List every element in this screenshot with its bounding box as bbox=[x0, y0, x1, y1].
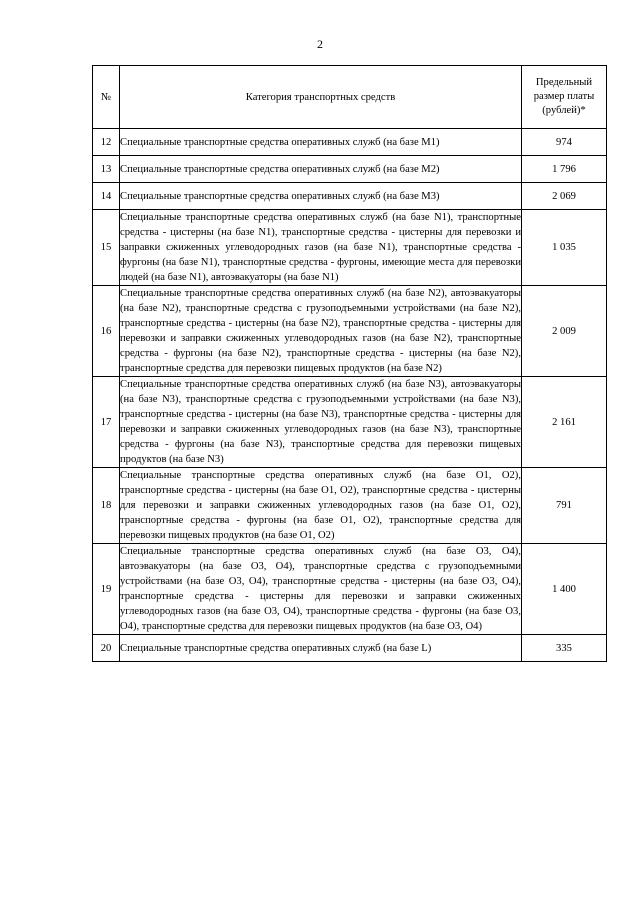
table-row bbox=[93, 377, 607, 468]
table-row bbox=[93, 468, 607, 544]
row-category: Специальные транспортные средства оперативных служб (на базе M1) bbox=[120, 129, 522, 156]
row-fee: 2 161 bbox=[522, 377, 607, 468]
row-fee: 1 796 bbox=[522, 156, 607, 183]
header-number: № bbox=[93, 66, 120, 129]
row-number: 13 bbox=[93, 156, 120, 183]
row-number: 18 bbox=[93, 468, 120, 544]
row-number: 17 bbox=[93, 377, 120, 468]
row-category: Специальные транспортные средства оперативных служб (на базе M2) bbox=[120, 156, 522, 183]
row-fee: 1 400 bbox=[522, 544, 607, 635]
row-number: 15 bbox=[93, 210, 120, 286]
row-fee: 2 009 bbox=[522, 286, 607, 377]
row-number: 16 bbox=[93, 286, 120, 377]
page-number: 2 bbox=[317, 37, 323, 51]
row-fee: 1 035 bbox=[522, 210, 607, 286]
header-fee: Предельный размер платы (рублей)* bbox=[522, 66, 607, 129]
row-fee: 974 bbox=[522, 129, 607, 156]
table-row bbox=[93, 210, 607, 286]
row-number: 12 bbox=[93, 129, 120, 156]
table-row bbox=[93, 286, 607, 377]
row-fee: 2 069 bbox=[522, 183, 607, 210]
row-category: Специальные транспортные средства оперативных служб (на базе M3) bbox=[120, 183, 522, 210]
fee-table bbox=[92, 65, 607, 662]
row-category: Специальные транспортные средства оперативных служб (на базе N2), автоэвакуаторы (на базе N2), транспортные средства с грузоподъемными устройствами (на базе N2), транспортные средства - цистерны (на базе N2), транспортные средства - цистерны для перевозки и заправки сжиженных углеводородных газов (на базе N2), транспортные средства - фургоны (на базе N2), транспортные средства - цистерны (на базе N2), транспортные средства для перевозки пищевых продуктов (на базе N2) bbox=[120, 286, 522, 377]
row-category: Специальные транспортные средства оперативных служб (на базе N1), транспортные средства - цистерны (на базе N1), транспортные средства - цистерны для перевозки и заправки сжиженных углеводородных газов (на базе N1), транспортные средства - фургоны (на базе N1), транспортные средства - фургоны, имеющие места для перевозки людей (на базе N1), автоэвакуаторы (на базе N1) bbox=[120, 210, 522, 286]
table-header-row bbox=[93, 66, 607, 129]
table-row bbox=[93, 544, 607, 635]
row-fee: 791 bbox=[522, 468, 607, 544]
row-fee: 335 bbox=[522, 635, 607, 662]
row-number: 19 bbox=[93, 544, 120, 635]
row-number: 20 bbox=[93, 635, 120, 662]
row-category: Специальные транспортные средства оперативных служб (на базе O1, O2), транспортные средства - цистерны (на базе O1, O2), транспортные средства - цистерны для перевозки и заправки сжиженных углеводородных газов (на базе O1, O2), транспортные средства - фургоны (на базе O1, O2), транспортные средства для перевозки пищевых продуктов (на базе O1, O2) bbox=[120, 468, 522, 544]
table-row bbox=[93, 156, 607, 183]
table-row bbox=[93, 129, 607, 156]
table-row bbox=[93, 635, 607, 662]
row-category: Специальные транспортные средства оперативных служб (на базе L) bbox=[120, 635, 522, 662]
table-row bbox=[93, 183, 607, 210]
row-category: Специальные транспортные средства оперативных служб (на базе O3, O4), автоэвакуаторы (на базе O3, O4), транспортные средства с грузоподъемными устройствами (на базе O3, O4), транспортные средства - цистерны (на базе O3, O4), транспортные средства - цистерны для перевозки и заправки сжиженных углеводородных газов (на базе O3, O4), транспортные средства - фургоны (на базе O3, O4), транспортные средства для перевозки пищевых продуктов (на базе O3, O4) bbox=[120, 544, 522, 635]
header-category: Категория транспортных средств bbox=[120, 66, 522, 129]
row-number: 14 bbox=[93, 183, 120, 210]
row-category: Специальные транспортные средства оперативных служб (на базе N3), автоэвакуаторы (на базе N3), транспортные средства с грузоподъемными устройствами (на базе N3), транспортные средства - цистерны (на базе N3), транспортные средства - цистерны для перевозки и заправки сжиженных углеводородных газов (на базе N3), транспортные средства - фургоны (на базе N3), транспортные средства для перевозки пищевых продуктов (на базе N3) bbox=[120, 377, 522, 468]
